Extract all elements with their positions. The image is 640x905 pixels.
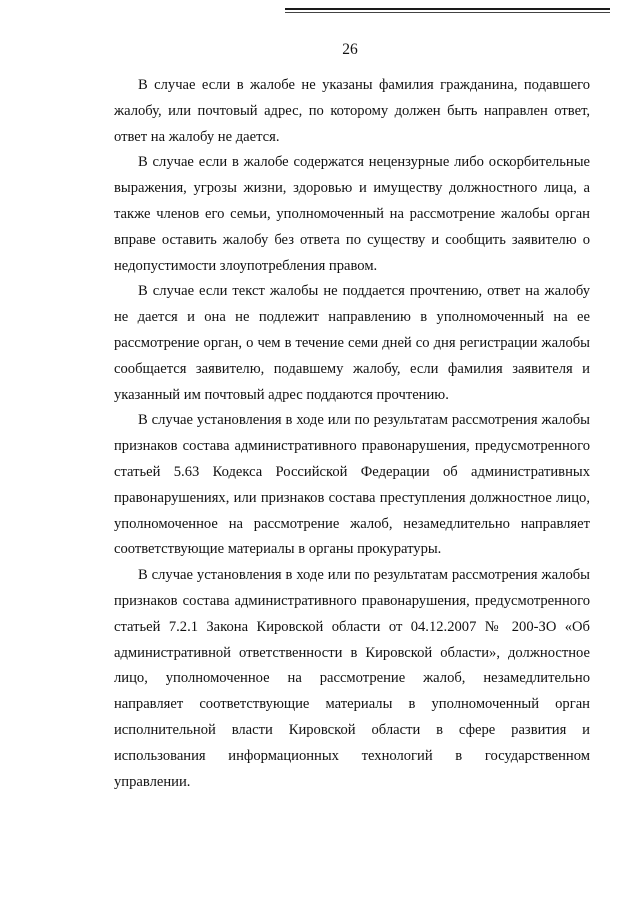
paragraph-federal-offense: В случае установления в ходе или по результатам рассмотрения жалобы признаков состава административного правонарушения, предусмотренного статьей 5.63 Кодекса Российской Федерации об административных правонарушениях, или признаков состава преступления должностное лицо, уполномоченное на рассмотрение жалоб, незамедлительно направляет соответствующие материалы в органы прокуратуры. <box>114 412 590 558</box>
paragraph-missing-name-address: В случае если в жалобе не указаны фамилия гражданина, подавшего жалобу, или почтовый адрес, по которому должен быть направлен ответ, ответ на жалобу не дается. <box>114 77 590 145</box>
paragraph-regional-offense: В случае установления в ходе или по результатам рассмотрения жалобы признаков состава административного правонарушения, предусмотренного статьей 7.2.1 Закона Кировской области от 04.12.2007 № 200-ЗО «Об административной ответственности в Кировской области», должностное лицо, уполномоченное на рассмотрение жалоб, незамедлительно направляет соответствующие материалы в уполномоченный орган исполнительной власти Кировской области в сфере развития и использования информационных технологий в государственном управлении. <box>114 567 590 790</box>
page-number: 26 <box>342 41 358 58</box>
document-body <box>114 73 590 795</box>
header-rule <box>285 8 610 10</box>
paragraph-offensive-language: В случае если в жалобе содержатся нецензурные либо оскорбительные выражения, угрозы жизни, здоровью и имуществу должностного лица, а также членов его семьи, уполномоченный на рассмотрение жалобы орган вправе оставить жалобу без ответа по существу и сообщить заявителю о недопустимости злоупотребления правом. <box>114 154 590 274</box>
paragraph-unreadable-text: В случае если текст жалобы не поддается прочтению, ответ на жалобу не дается и она не подлежит направлению в уполномоченный на ее рассмотрение орган, о чем в течение семи дней со дня регистрации жалобы сообщается заявителю, подавшему жалобу, если фамилия заявителя и указанный им почтовый адрес поддаются прочтению. <box>114 283 590 403</box>
header-rule-thin <box>285 12 610 13</box>
